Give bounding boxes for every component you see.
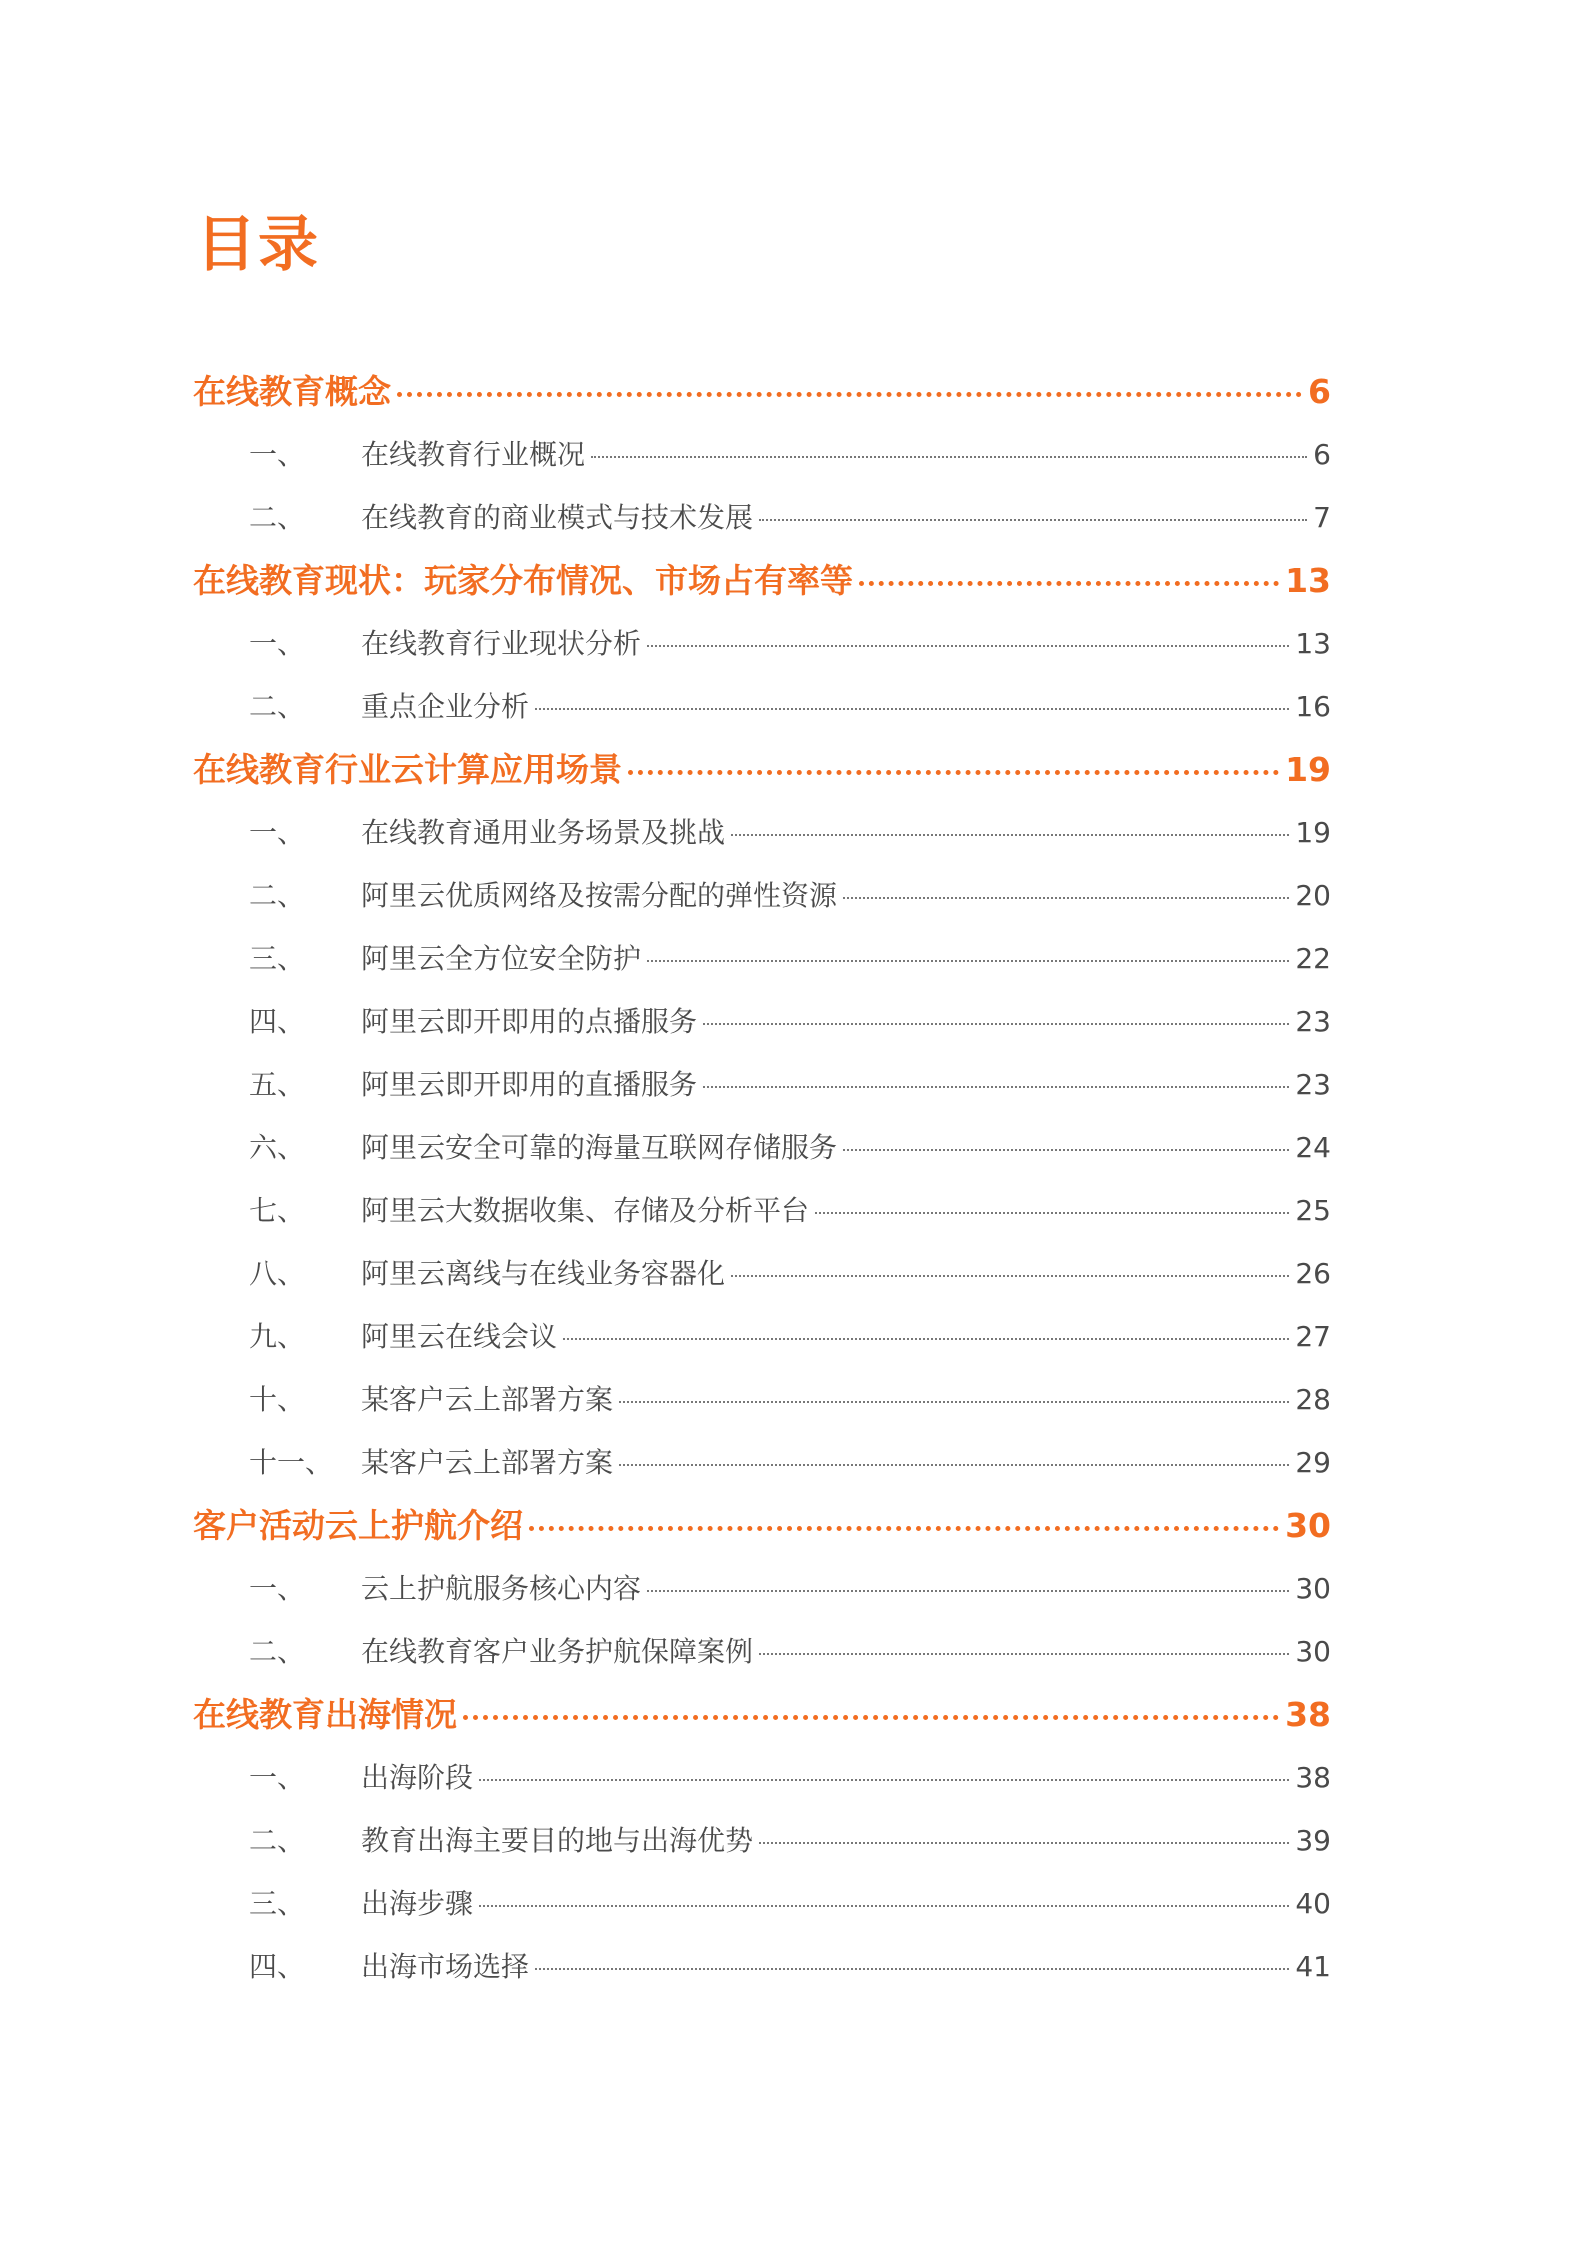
toc-dot-leader (843, 897, 1289, 899)
toc-subsection-entry[interactable] (193, 1557, 1331, 1620)
toc-dot-leader (535, 1968, 1289, 1970)
toc-entry-number: 二、 (249, 690, 306, 723)
toc-subsection-entry[interactable] (193, 423, 1331, 486)
toc-dot-leader (859, 581, 1279, 586)
toc-page-number: 30 (1295, 1572, 1331, 1605)
toc-dot-leader (731, 834, 1289, 836)
toc-entry-title: 在线教育行业现状分析 (361, 627, 642, 660)
toc-entry-number: 二、 (249, 1635, 306, 1668)
toc-page-number: 24 (1295, 1131, 1331, 1164)
toc-subsection-entry[interactable] (193, 486, 1331, 549)
toc-entry-title: 阿里云在线会议 (361, 1320, 558, 1353)
toc-entry-number: 六、 (249, 1131, 306, 1164)
toc-entry-number: 十、 (249, 1383, 306, 1416)
toc-subsection-entry[interactable] (193, 1368, 1331, 1431)
toc-subsection-entry[interactable] (193, 612, 1331, 675)
toc-entry-number: 九、 (249, 1320, 306, 1353)
toc-subsection-entry[interactable] (193, 864, 1331, 927)
toc-dot-leader (535, 708, 1289, 710)
toc-entry-number: 一、 (249, 627, 306, 660)
page-title: 目录 (196, 210, 320, 280)
toc-page-number: 39 (1295, 1824, 1331, 1857)
toc-entry-number: 三、 (249, 942, 306, 975)
toc-dot-leader (759, 1842, 1289, 1844)
toc-subsection-entry[interactable] (193, 1620, 1331, 1683)
toc-dot-leader (397, 392, 1302, 397)
toc-entry-title: 重点企业分析 (361, 690, 530, 723)
toc-entry-title: 云上护航服务核心内容 (361, 1572, 642, 1605)
toc-entry-title: 在线教育现状：玩家分布情况、市场占有率等 (193, 561, 853, 600)
toc-dot-leader (647, 1590, 1289, 1592)
toc-dot-leader (619, 1401, 1289, 1403)
toc-page-number: 13 (1285, 561, 1331, 600)
toc-entry-title: 阿里云大数据收集、存储及分析平台 (361, 1194, 810, 1227)
toc-dot-leader (647, 645, 1289, 647)
toc-entry-number: 二、 (249, 879, 306, 912)
toc-entry-title: 某客户云上部署方案 (361, 1446, 614, 1479)
toc-dot-leader (479, 1905, 1289, 1907)
toc-entry-number: 三、 (249, 1887, 306, 1920)
toc-dot-leader (563, 1338, 1289, 1340)
toc-subsection-entry[interactable] (193, 675, 1331, 738)
toc-entry-title: 在线教育行业概况 (361, 438, 586, 471)
toc-page-number: 13 (1295, 627, 1331, 660)
toc-page-number: 25 (1295, 1194, 1331, 1227)
toc-entry-number: 二、 (249, 501, 306, 534)
toc-dot-leader (463, 1715, 1279, 1720)
toc-page-number: 6 (1313, 438, 1331, 471)
toc-dot-leader (703, 1086, 1289, 1088)
toc-entry-number: 十一、 (249, 1446, 334, 1479)
toc-page-number: 7 (1313, 501, 1331, 534)
toc-section-entry[interactable] (193, 738, 1331, 801)
toc-subsection-entry[interactable] (193, 1305, 1331, 1368)
toc-entry-title: 出海阶段 (361, 1761, 474, 1794)
toc-section-entry[interactable] (193, 1494, 1331, 1557)
toc-entry-number: 四、 (249, 1950, 306, 1983)
toc-section-entry[interactable] (193, 360, 1331, 423)
toc-entry-title: 阿里云全方位安全防护 (361, 942, 642, 975)
toc-page-number: 20 (1295, 879, 1331, 912)
toc-dot-leader (628, 770, 1279, 775)
toc-entry-title: 出海市场选择 (361, 1950, 530, 1983)
toc-page-number: 28 (1295, 1383, 1331, 1416)
toc-dot-leader (843, 1149, 1289, 1151)
toc-subsection-entry[interactable] (193, 1053, 1331, 1116)
toc-page-number: 6 (1308, 372, 1331, 411)
toc-section-entry[interactable] (193, 1683, 1331, 1746)
toc-entry-title: 教育出海主要目的地与出海优势 (361, 1824, 754, 1857)
toc-subsection-entry[interactable] (193, 1242, 1331, 1305)
toc-subsection-entry[interactable] (193, 1179, 1331, 1242)
toc-page-number: 41 (1295, 1950, 1331, 1983)
toc-entry-number: 五、 (249, 1068, 306, 1101)
toc-entry-title: 客户活动云上护航介绍 (193, 1506, 523, 1545)
toc-entry-title: 在线教育通用业务场景及挑战 (361, 816, 726, 849)
toc-subsection-entry[interactable] (193, 801, 1331, 864)
toc-entry-number: 一、 (249, 438, 306, 471)
toc-entry-number: 二、 (249, 1824, 306, 1857)
toc-subsection-entry[interactable] (193, 1935, 1331, 1998)
toc-page-number: 38 (1285, 1695, 1331, 1734)
toc-entry-number: 一、 (249, 1572, 306, 1605)
toc-entry-title: 阿里云离线与在线业务容器化 (361, 1257, 726, 1290)
toc-entry-title: 阿里云安全可靠的海量互联网存储服务 (361, 1131, 838, 1164)
toc-subsection-entry[interactable] (193, 990, 1331, 1053)
toc-page-number: 30 (1295, 1635, 1331, 1668)
table-of-contents (193, 360, 1331, 1998)
toc-entry-number: 八、 (249, 1257, 306, 1290)
toc-dot-leader (759, 1653, 1289, 1655)
toc-entry-number: 七、 (249, 1194, 306, 1227)
toc-page-number: 22 (1295, 942, 1331, 975)
toc-page-number: 38 (1295, 1761, 1331, 1794)
toc-subsection-entry[interactable] (193, 1809, 1331, 1872)
toc-dot-leader (479, 1779, 1289, 1781)
toc-dot-leader (647, 960, 1289, 962)
toc-entry-title: 在线教育行业云计算应用场景 (193, 750, 622, 789)
toc-entry-title: 阿里云即开即用的点播服务 (361, 1005, 698, 1038)
toc-entry-title: 在线教育概念 (193, 372, 391, 411)
toc-entry-title: 某客户云上部署方案 (361, 1383, 614, 1416)
toc-dot-leader (703, 1023, 1289, 1025)
toc-page-number: 23 (1295, 1068, 1331, 1101)
toc-dot-leader (731, 1275, 1289, 1277)
toc-subsection-entry[interactable] (193, 1746, 1331, 1809)
toc-page-number: 23 (1295, 1005, 1331, 1038)
toc-entry-title: 阿里云即开即用的直播服务 (361, 1068, 698, 1101)
toc-entry-title: 在线教育出海情况 (193, 1695, 457, 1734)
toc-page-number: 29 (1295, 1446, 1331, 1479)
toc-subsection-entry[interactable] (193, 1431, 1331, 1494)
toc-page-number: 30 (1285, 1506, 1331, 1545)
toc-page-number: 16 (1295, 690, 1331, 723)
toc-entry-title: 在线教育的商业模式与技术发展 (361, 501, 754, 534)
toc-entry-title: 在线教育客户业务护航保障案例 (361, 1635, 754, 1668)
toc-entry-title: 阿里云优质网络及按需分配的弹性资源 (361, 879, 838, 912)
toc-page-number: 26 (1295, 1257, 1331, 1290)
toc-dot-leader (591, 456, 1307, 458)
toc-page-number: 19 (1285, 750, 1331, 789)
toc-section-entry[interactable] (193, 549, 1331, 612)
toc-entry-number: 四、 (249, 1005, 306, 1038)
toc-page-number: 19 (1295, 816, 1331, 849)
toc-dot-leader (529, 1526, 1279, 1531)
toc-dot-leader (619, 1464, 1289, 1466)
toc-subsection-entry[interactable] (193, 1872, 1331, 1935)
toc-page-number: 40 (1295, 1887, 1331, 1920)
toc-entry-number: 一、 (249, 1761, 306, 1794)
toc-page-number: 27 (1295, 1320, 1331, 1353)
toc-entry-number: 一、 (249, 816, 306, 849)
toc-dot-leader (759, 519, 1307, 521)
toc-entry-title: 出海步骤 (361, 1887, 474, 1920)
toc-subsection-entry[interactable] (193, 927, 1331, 990)
toc-dot-leader (815, 1212, 1289, 1214)
toc-subsection-entry[interactable] (193, 1116, 1331, 1179)
